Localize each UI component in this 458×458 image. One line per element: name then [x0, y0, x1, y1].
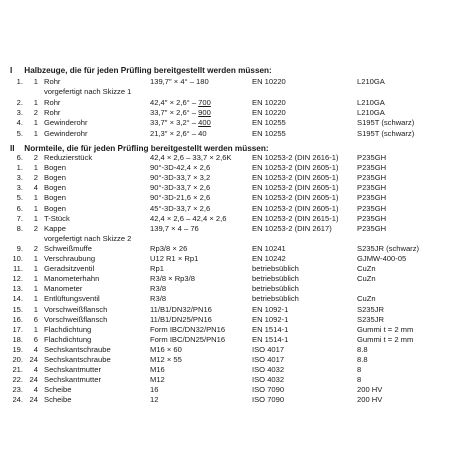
item-name: Bogen	[44, 163, 66, 173]
item-material: Gummi t = 2 mm	[357, 334, 414, 344]
item-material: L210GA	[357, 77, 385, 86]
item-number: 6.	[16, 203, 23, 213]
item-name: Sechskantmutter	[44, 365, 101, 375]
item-name: Sechskantschraube	[44, 355, 111, 364]
item-dimension-text: 33,7″ × 2,6° –	[150, 107, 199, 117]
item-name: Rohr	[44, 107, 61, 117]
item-quantity: 1	[33, 118, 38, 128]
table-row	[0, 395, 458, 404]
item-dimension: 11/B1/DN25/PN16	[150, 314, 212, 324]
item-dimension: 90°-3D-21,6 × 2,6	[150, 193, 211, 203]
item-quantity: 2	[33, 107, 38, 117]
item-number: 13.	[12, 284, 23, 294]
item-dimension	[150, 118, 211, 127]
item-dimension: Form IBC/DN25/PN16	[150, 334, 226, 344]
item-quantity: 1	[33, 97, 38, 107]
table-row	[0, 87, 458, 96]
table-row	[0, 385, 458, 394]
item-quantity: 1	[33, 213, 38, 223]
item-name: Verschraubung	[44, 254, 96, 263]
item-name: Vorschweißflansch	[44, 314, 108, 324]
item-dimension: 21,3″ × 2,6° – 40	[150, 128, 207, 138]
item-name: Rohr	[44, 97, 61, 107]
item-standard: ISO 4017	[252, 355, 285, 364]
item-name: Vorschweißflansch	[44, 304, 108, 314]
item-length-underlined: 900	[198, 107, 211, 117]
item-name: Geradsitzventil	[44, 264, 95, 274]
table-row	[0, 224, 458, 233]
item-material: 8.8	[357, 344, 368, 354]
item-number: 5.	[16, 193, 23, 203]
item-material: P235GH	[357, 153, 387, 162]
item-dimension: 139,7″ × 4° – 180	[150, 77, 209, 86]
table-row	[0, 163, 458, 172]
section-number: I	[10, 66, 13, 75]
item-number: 2.	[16, 97, 23, 107]
item-material: P235GH	[357, 223, 387, 233]
item-quantity: 1	[33, 128, 38, 138]
item-number: 1.	[16, 163, 23, 173]
item-material: CuZn	[357, 264, 376, 274]
item-quantity: 24	[29, 375, 38, 385]
table-row	[0, 214, 458, 223]
item-quantity: 2	[33, 153, 38, 162]
item-name: Scheibe	[44, 385, 72, 395]
item-dimension: 45°-3D-33,7 × 2,6	[150, 203, 211, 213]
item-number: 12.	[12, 274, 23, 284]
item-number: 23.	[12, 385, 23, 395]
item-quantity: 4	[33, 365, 38, 375]
item-dimension: M12 × 55	[150, 355, 182, 364]
item-name: Flachdichtung	[44, 334, 92, 344]
item-name: Rohr	[44, 77, 61, 86]
item-standard: ISO 4017	[252, 344, 285, 354]
item-number: 5.	[16, 128, 23, 138]
section-number: II	[10, 144, 15, 153]
item-number: 3.	[16, 107, 23, 117]
item-number: 19.	[12, 344, 23, 354]
item-material: S195T (schwarz)	[357, 128, 415, 138]
item-dimension: 139,7 × 4 – 76	[150, 223, 199, 233]
item-number: 17.	[12, 324, 23, 334]
item-dimension: 42,4 × 2,6 – 33,7 × 2,6K	[150, 153, 232, 162]
item-standard: EN 10253-2 (DIN 2605-1)	[252, 193, 339, 203]
item-standard: EN 10253-2 (DIN 2605-1)	[252, 183, 339, 193]
item-number: 20.	[12, 355, 23, 364]
item-standard: ISO 7090	[252, 385, 285, 395]
item-standard: EN 10220	[252, 77, 286, 86]
section-title: Halbzeuge, die für jeden Prüfling bereitgestellt werden müssen:	[24, 66, 272, 75]
section-heading-halbzeuge	[10, 66, 272, 75]
table-row	[0, 355, 458, 364]
table-row	[0, 77, 458, 86]
item-standard: ISO 4032	[252, 375, 285, 385]
item-dimension-text: 42,4″ × 2,6° –	[150, 97, 199, 107]
section-title: Normteile, die für jeden Prüfling bereitgestellt werden müssen:	[24, 144, 269, 153]
item-material: 200 HV	[357, 385, 383, 395]
item-material: P235GH	[357, 163, 387, 173]
item-material: 200 HV	[357, 395, 383, 405]
item-quantity: 1	[33, 77, 38, 86]
item-dimension: R3/8 × Rp3/8	[150, 274, 195, 284]
table-row	[0, 254, 458, 263]
item-standard: betriebsüblich	[252, 274, 299, 284]
item-standard: EN 10220	[252, 97, 286, 107]
item-material: 8	[357, 365, 362, 375]
item-dimension: R3/8	[150, 294, 167, 304]
item-dimension: R3/8	[150, 284, 167, 294]
item-quantity: 6	[33, 334, 38, 344]
item-name: Entlüftungsventil	[44, 294, 100, 304]
item-name: Bogen	[44, 203, 66, 213]
item-dimension	[150, 108, 211, 117]
table-row	[0, 315, 458, 324]
item-number: 7.	[16, 213, 23, 223]
item-material: P235GH	[357, 193, 387, 203]
item-quantity: 1	[33, 324, 38, 334]
item-material: 8.8	[357, 355, 368, 364]
item-material: L210GA	[357, 107, 385, 117]
item-number: 9.	[16, 243, 23, 253]
item-quantity: 1	[33, 304, 38, 314]
item-quantity: 1	[33, 203, 38, 213]
item-dimension: 90°-3D-33,7 × 2,6	[150, 183, 211, 193]
item-standard: EN 1092-1	[252, 304, 289, 314]
item-name: Sechskantschraube	[44, 344, 111, 354]
item-quantity: 1	[33, 284, 38, 294]
item-quantity: 1	[33, 254, 38, 263]
item-dimension-text: 33,7″ × 3,2° –	[150, 118, 199, 128]
item-name: Kappe	[44, 223, 66, 233]
item-number: 3.	[16, 183, 23, 193]
item-quantity: 4	[33, 344, 38, 354]
item-standard: ISO 7090	[252, 395, 285, 405]
table-row	[0, 153, 458, 162]
item-number: 18.	[12, 334, 23, 344]
table-row	[0, 173, 458, 182]
item-dimension: Rp1	[150, 264, 164, 274]
item-material: GJMW-400-05	[357, 254, 407, 263]
item-name: Manometerhahn	[44, 274, 100, 284]
item-material: S235JR	[357, 304, 385, 314]
item-dimension: 12	[150, 395, 159, 405]
item-dimension: Form IBC/DN32/PN16	[150, 324, 226, 334]
item-dimension: U12 R1 × Rp1	[150, 254, 199, 263]
item-name: Bogen	[44, 193, 66, 203]
item-name: Reduzierstück	[44, 153, 93, 162]
section-heading-normteile	[10, 144, 269, 153]
item-standard: EN 10253-2 (DIN 2605-1)	[252, 173, 339, 183]
item-number: 21.	[12, 365, 23, 375]
item-quantity: 2	[33, 173, 38, 183]
table-row	[0, 118, 458, 127]
table-row	[0, 244, 458, 253]
item-quantity: 6	[33, 314, 38, 324]
item-dimension: 90°-3D-33,7 × 3,2	[150, 173, 211, 183]
item-number: 15.	[12, 304, 23, 314]
item-material: CuZn	[357, 274, 376, 284]
table-row	[0, 325, 458, 334]
item-quantity: 24	[29, 395, 38, 405]
item-standard: betriebsüblich	[252, 264, 299, 274]
item-standard: EN 10253-2 (DIN 2605-1)	[252, 163, 339, 173]
item-quantity: 1	[33, 274, 38, 284]
item-dimension: M16 × 60	[150, 344, 182, 354]
item-number: 1.	[16, 77, 23, 86]
item-material: Gummi t = 2 mm	[357, 324, 414, 334]
item-name: Sechskantmutter	[44, 375, 101, 385]
item-material: P235GH	[357, 213, 387, 223]
item-quantity: 1	[33, 193, 38, 203]
item-number: 11.	[13, 264, 23, 274]
table-row	[0, 183, 458, 192]
item-length-underlined: 400	[198, 118, 211, 128]
item-dimension	[150, 98, 211, 107]
table-row	[0, 294, 458, 303]
table-row	[0, 264, 458, 273]
table-row	[0, 98, 458, 107]
table-row	[0, 335, 458, 344]
item-standard: EN 1514-1	[252, 324, 289, 334]
item-standard: EN 10242	[252, 254, 286, 263]
item-name: Bogen	[44, 183, 66, 193]
table-row	[0, 204, 458, 213]
item-number: 16.	[12, 314, 23, 324]
item-quantity: 1	[33, 163, 38, 173]
item-dimension: 16	[150, 385, 159, 395]
item-material: S195T (schwarz)	[357, 118, 415, 128]
item-standard: EN 10241	[252, 243, 286, 253]
table-row	[0, 108, 458, 117]
item-name: Scheibe	[44, 395, 72, 405]
item-quantity: 24	[29, 355, 38, 364]
item-material: P235GH	[357, 173, 387, 183]
item-name: vorgefertigt nach Skizze 2	[44, 233, 132, 243]
item-number: 14.	[12, 294, 23, 304]
item-material: L210GA	[357, 97, 385, 107]
item-material: 8	[357, 375, 362, 385]
item-standard: betriebsüblich	[252, 294, 299, 304]
item-material: S235JR (schwarz)	[357, 243, 420, 253]
item-dimension: 90°-3D-42,4 × 2,6	[150, 163, 211, 173]
item-quantity: 1	[33, 294, 38, 304]
item-material: P235GH	[357, 183, 387, 193]
item-name: Flachdichtung	[44, 324, 92, 334]
item-name: Manometer	[44, 284, 83, 294]
item-quantity: 2	[33, 223, 38, 233]
item-standard: EN 1092-1	[252, 314, 289, 324]
item-material: P235GH	[357, 203, 387, 213]
item-number: 4.	[16, 118, 23, 128]
item-dimension: Rp3/8 × 26	[150, 243, 188, 253]
table-row	[0, 375, 458, 384]
item-standard: EN 10255	[252, 118, 286, 128]
item-material: S235JR	[357, 314, 385, 324]
item-quantity: 4	[33, 385, 38, 395]
table-row	[0, 305, 458, 314]
item-standard: EN 10253-2 (DIN 2616-1)	[252, 153, 339, 162]
item-quantity: 2	[33, 243, 38, 253]
item-name: Gewinderohr	[44, 118, 88, 128]
item-quantity: 4	[33, 183, 38, 193]
item-number: 3.	[16, 173, 23, 183]
item-dimension: M12	[150, 375, 165, 385]
item-name: T-Stück	[44, 213, 70, 223]
item-number: 24.	[12, 395, 23, 405]
item-standard: EN 1514-1	[252, 334, 289, 344]
item-quantity: 1	[33, 264, 38, 274]
table-row	[0, 234, 458, 243]
item-number: 6.	[16, 153, 23, 162]
table-row	[0, 345, 458, 354]
item-name: Schweißmuffe	[44, 243, 92, 253]
table-row	[0, 284, 458, 293]
item-name: Gewinderohr	[44, 128, 88, 138]
item-dimension: 42,4 × 2,6 – 42,4 × 2,6	[150, 213, 227, 223]
item-standard: EN 10253-2 (DIN 2615-1)	[252, 213, 339, 223]
item-dimension: 11/B1/DN32/PN16	[150, 304, 212, 314]
item-number: 22.	[12, 375, 23, 385]
item-dimension: M16	[150, 365, 165, 375]
item-length-underlined: 700	[198, 97, 211, 107]
table-row	[0, 365, 458, 374]
item-name: vorgefertigt nach Skizze 1	[44, 87, 132, 97]
item-standard: EN 10253-2 (DIN 2605-1)	[252, 203, 339, 213]
item-material: CuZn	[357, 294, 376, 304]
table-row	[0, 193, 458, 202]
item-standard: EN 10255	[252, 128, 286, 138]
item-name: Bogen	[44, 173, 66, 183]
item-number: 8.	[16, 223, 23, 233]
item-standard: EN 10220	[252, 107, 286, 117]
item-number: 10.	[12, 254, 23, 263]
table-row	[0, 274, 458, 283]
item-standard: betriebsüblich	[252, 284, 299, 294]
table-row	[0, 129, 458, 138]
item-standard: EN 10253-2 (DIN 2617)	[252, 223, 332, 233]
item-standard: ISO 4032	[252, 365, 285, 375]
